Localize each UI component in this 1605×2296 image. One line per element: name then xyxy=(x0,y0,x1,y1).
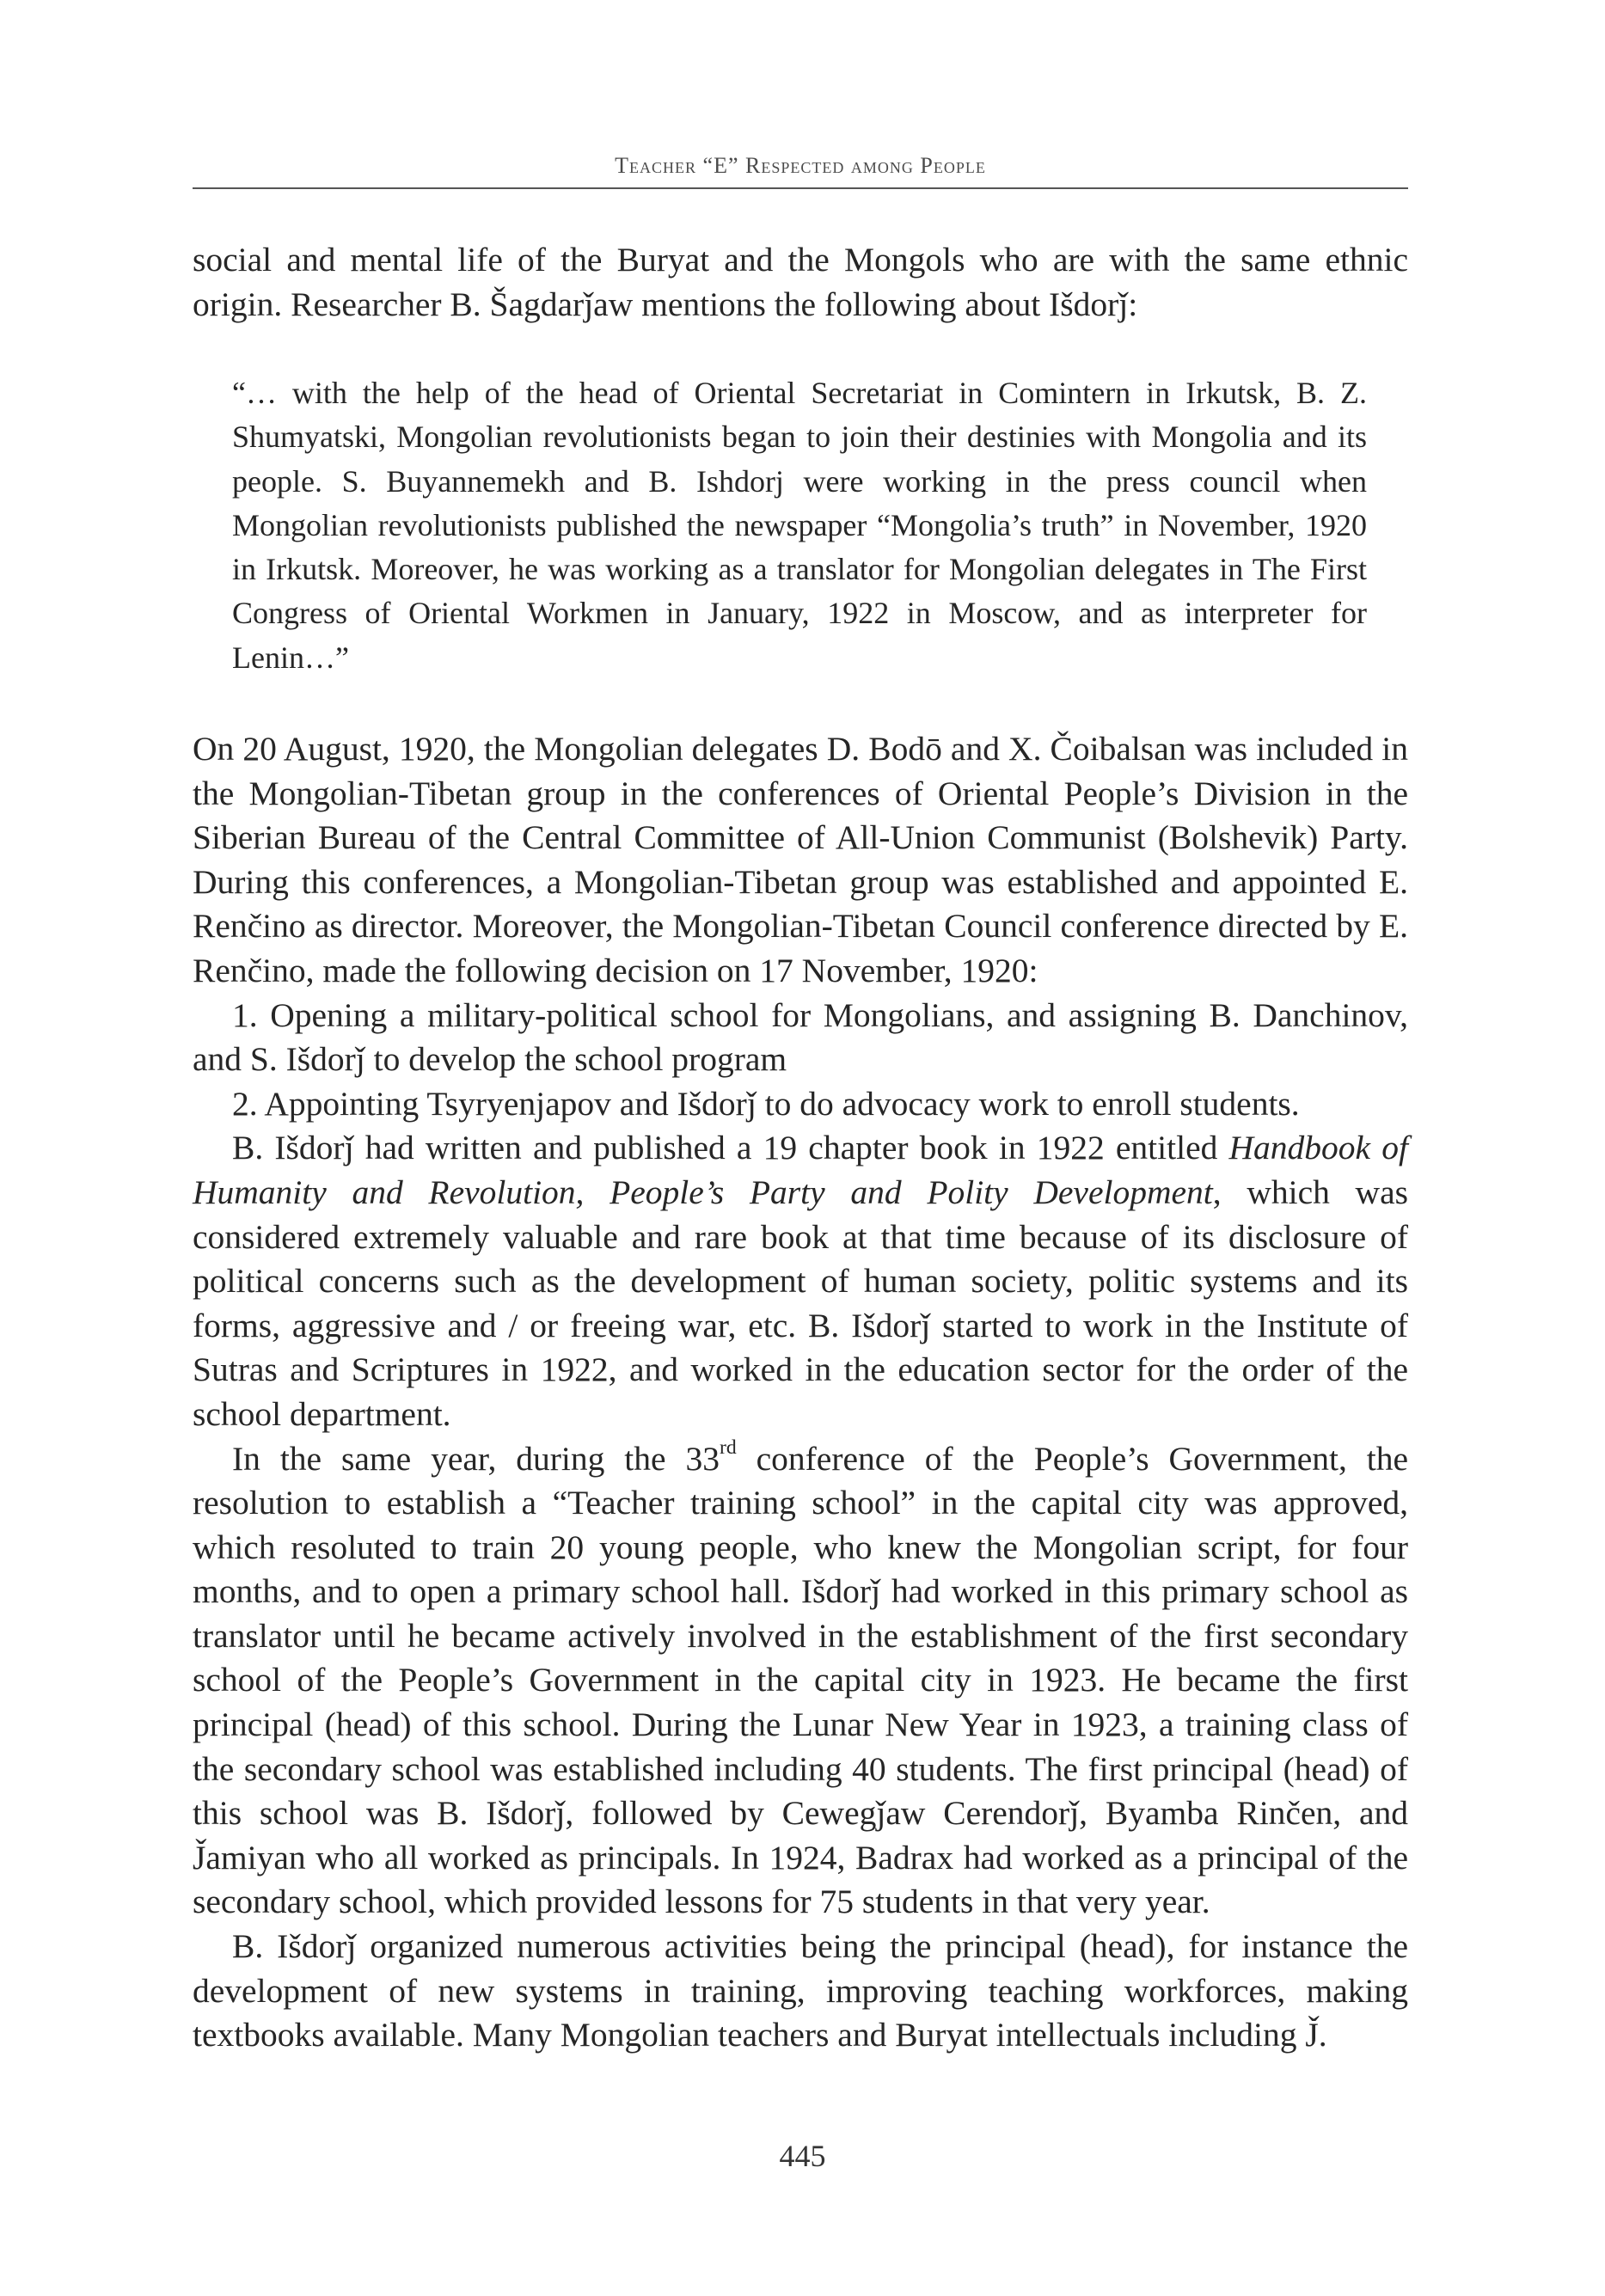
page-number: 445 xyxy=(779,2139,826,2173)
quote-text: “… with the help of the head of Oriental Secretariat in Comintern in Irkutsk, B. Z. Shumyatski, Mongolian revolutionists began to join their destinies with Mongolia and its people. S. Buyannemekh and B. Ishdorj were working in the press council when Mongolian revolutionists published the newspaper “Mongolia’s truth” in November, 1920 in Irkutsk. Moreover, he was working as a translator for Mongolian delegates in The First Congress of Oriental Workmen in January, 1922 in Moscow, and as interpreter for Lenin…” xyxy=(232,376,1367,675)
paragraph-handbook xyxy=(193,1126,1408,1436)
list-item-2: 2. Appointing Tsyryenjapov and Išdorǰ to do advocacy work to enroll students. xyxy=(232,1084,1300,1123)
running-head: Teacher “E” Respected among People xyxy=(615,153,986,178)
handbook-text-before: B. Išdorǰ had written and published a 19 chapter book in 1922 entitled xyxy=(232,1129,1229,1167)
school-text-after: conference of the People’s Government, the resolution to establish a “Teacher training school” in the capital city was approved, which resoluted to train 20 young people, who knew the Mongolian script, for four months, and to open a primary school hall. Išdorǰ had worked in this primary school as translator until he became actively involved in the establishment of the first secondary school of the People’s Government in the capital city in 1923. He became the first principal (head) of this school. During the Lunar New Year in 1923, a training class of the secondary school was established including 40 students. The first principal (head) of this school was B. Išdorǰ, followed by Cewegǰaw Cerendorǰ, Byamba Rinčen, and J̌amiyan who all worked as principals. In 1924, Badrax had worked as a principal of the secondary school, which provided lessons for 75 students in that very year. xyxy=(193,1439,1408,1921)
header-rule xyxy=(193,187,1408,189)
intro-text: social and mental life of the Buryat and the Mongols who are with the same ethnic origin. Researcher B. Šagdarǰaw mentions the following about Išdorǰ: xyxy=(193,241,1408,323)
paragraph-activities: B. Išdorǰ organized numerous activities being the principal (head), for instance the development of new systems in training, improving teaching workforces, making textbooks available. Many Mongolian teachers and Buryat intellectuals including J̌. xyxy=(193,1927,1408,2054)
main-text xyxy=(193,727,1408,2058)
ordinal-suffix: rd xyxy=(719,1436,737,1459)
paragraph-school xyxy=(193,1437,1408,1926)
block-quote xyxy=(232,371,1367,680)
paragraph-decision: On 20 August, 1920, the Mongolian delegates D. Bodō and X. Čoibalsan was included in the Mongolian-Tibetan group in the conferences of Oriental People’s Division in the Siberian Bureau of the Central Committee of All-Union Communist (Bolshevik) Party. During this conferences, a Mongolian-Tibetan group was established and appointed E. Renčino as director. Moreover, the Mongolian-Tibetan Council conference directed by E. Renčino, made the following decision on 17 November, 1920: xyxy=(193,730,1408,989)
list-item-1: 1. Opening a military-political school for Mongolians, and assigning B. Danchinov, and S. Išdorǰ to develop the school program xyxy=(193,995,1408,1079)
school-text-before: In the same year, during the 33 xyxy=(232,1439,720,1478)
handbook-text-after: , which was considered extremely valuable and rare book at that time because of its disclosure of political concerns such as the development of human society, politic systems and its forms, aggressive and / or freeing war, etc. B. Išdorǰ started to work in the Institute of Sutras and Scriptures in 1922, and worked in the education sector for the order of the school department. xyxy=(193,1172,1408,1433)
intro-paragraph xyxy=(193,238,1408,327)
book-title: Handbook of Humanity and Revolution, People’s Party and Polity Development xyxy=(193,1129,1408,1211)
